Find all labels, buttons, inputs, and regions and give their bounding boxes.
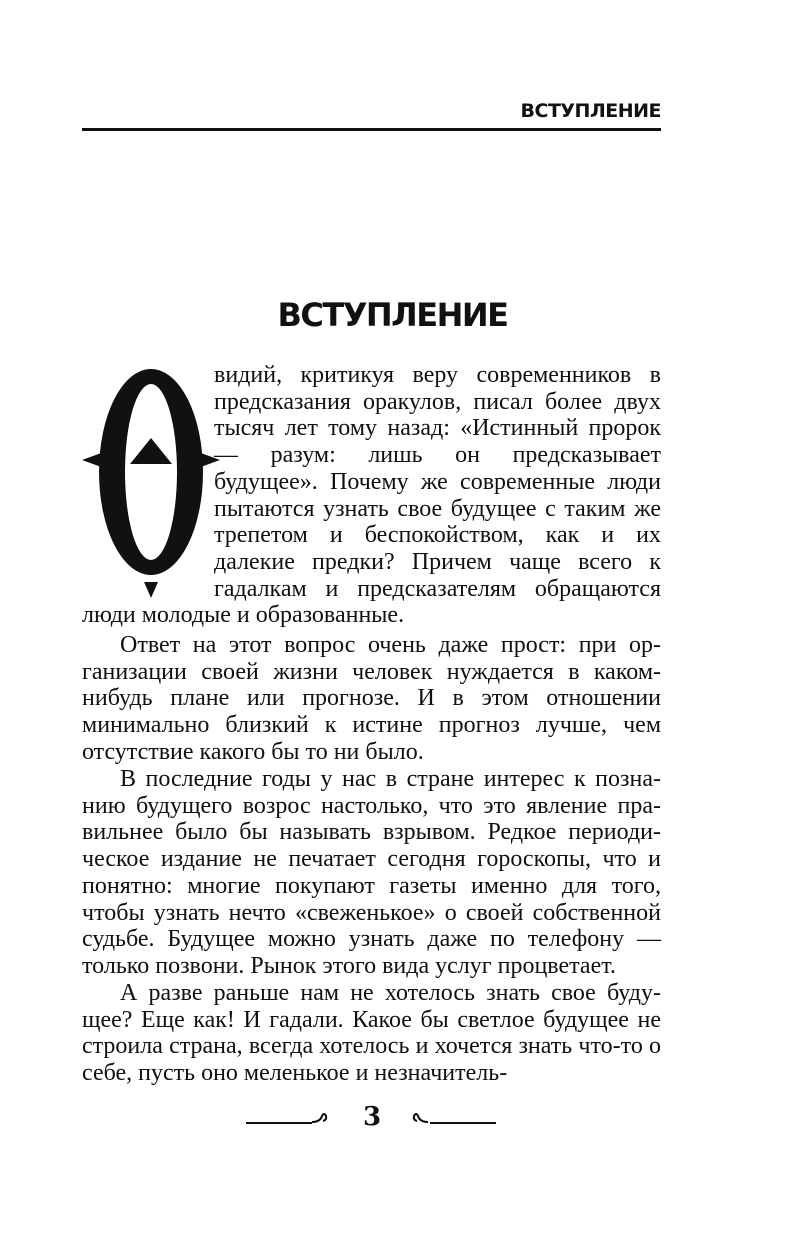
left-ornament-rule <box>246 1122 312 1124</box>
right-scroll-ornament-icon <box>412 1112 428 1128</box>
running-head: ВСТУПЛЕНИЕ <box>520 100 661 122</box>
paragraph-4: А разве раньше нам не хотелось знать свое будущее? Еще как! И гадали. Какое бы светлое будущее не строила страна, всегда хотелось и хочется знать что-то о себе, пусть оно меленькое и незначитель- <box>82 980 661 1087</box>
chapter-title: ВСТУПЛЕНИЕ <box>277 296 508 334</box>
left-scroll-ornament-icon <box>312 1112 328 1128</box>
paragraph-1-text: видий, критикуя веру современников в предсказания оракулов, писал более двух тысяч лет тому назад: «Истинный пророк — разум: лишь он предсказывает будущее». Почему же современные люди пытаются узнать свое будущее с таким же трепетом и беспокойством, как и их далекие предки? Причем чаще всего к гадалкам и предсказателям обращаются люди молодые и образованные. <box>82 362 661 629</box>
paragraph-2: Ответ на этот вопрос очень даже прост: при организации своей жизни человек нуждается в каком-нибудь плане или прогнозе. И в этом отношении минимально близкий к истине прогноз лучше, чем отсутствие какого бы то ни было. <box>82 632 661 765</box>
page-number: 3 <box>362 1102 382 1132</box>
paragraph-3: В последние годы у нас в стране интерес к познанию будущего возрос настолько, что это явление правильнее было бы называть взрывом. Редкое периодическое издание не печатает сегодня гороскопы, что и понятно: многие покупают газеты именно для того, чтобы узнать нечто «свеженькое» о своей собственной судьбе. Будущее можно узнать даже по телефону — только позвони. Рынок этого вида услуг процветает. <box>82 766 661 979</box>
header-rule <box>82 128 661 131</box>
right-ornament-rule <box>430 1122 496 1124</box>
page-footer <box>0 1102 785 1142</box>
paragraph-1 <box>82 362 661 629</box>
